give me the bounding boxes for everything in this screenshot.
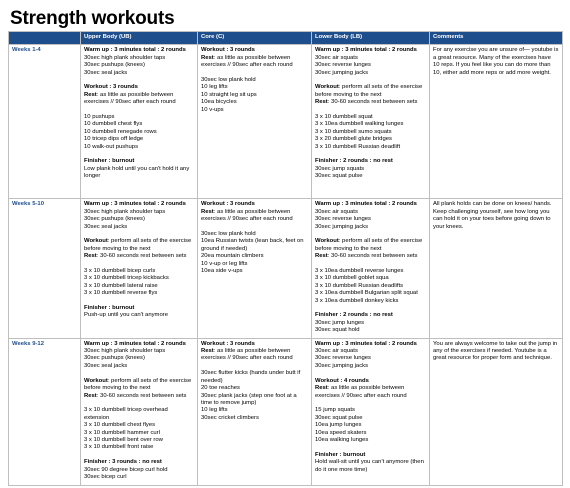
line-text: 10 v-up or leg lifts [201,260,248,267]
exercise-line [84,114,194,121]
line-text: 3 x 10ea dumbbell walking lunges [315,121,404,128]
line-text: 20 toe reaches [201,385,240,392]
header-core: Core (C) [198,32,312,45]
line-text: 30sec jump squats [315,165,365,172]
line-text: 30sec pushups (knees) [84,62,145,69]
line-text: 30sec squat pulse [315,414,363,421]
line-text: 10 dumbbell renegade rows [84,128,157,135]
exercise-line [315,84,426,99]
line-spacer [315,77,426,84]
line-bold-label: Finisher : 2 rounds : no rest [315,158,393,165]
line-text: 3 x 10ea dumbbell donkey kicks [315,297,399,304]
line-text: 10 leg lifts [201,84,228,91]
line-text: : as little as possible between exercises // 90sec after each round [201,348,293,362]
line-text: 30sec pushups (knees) [84,355,145,362]
exercise-line [84,467,194,474]
line-text: 30sec reverse lunges [315,216,371,223]
line-bold-label: Rest [201,208,214,215]
line-bold-label: Workout [84,238,108,245]
exercise-line [315,70,426,77]
exercise-line [201,84,308,91]
exercise-line [315,99,426,106]
exercise-line [84,290,194,297]
exercise-line [315,136,426,143]
line-text: 3 x 10 dumbbell Russian deadlifts [315,282,404,289]
lower-body-cell [312,199,430,338]
line-text: 30sec high plank shoulder taps [84,54,166,61]
line-text: : 30-60 seconds rest between sets [327,99,418,106]
exercise-line [315,298,426,305]
exercise-line [201,385,308,392]
exercise-line [84,238,194,253]
header-lower-body: Lower Body (LB) [312,32,430,45]
line-spacer [201,363,308,370]
exercise-line [315,55,426,62]
line-spacer [201,224,308,231]
line-spacer [84,77,194,84]
exercise-line [315,238,426,253]
exercise-line [201,268,308,275]
exercise-line [84,283,194,290]
line-text: 20ea mountain climbers [201,253,264,260]
line-text: 30sec air squats [315,348,358,355]
exercise-line [84,393,194,400]
exercise-line [201,99,308,106]
exercise-line [201,77,308,84]
line-text: 3 x 10 dumbbell lateral raise [84,282,158,289]
exercise-line [315,341,426,348]
line-spacer [84,261,194,268]
line-text: 30sec air squats [315,208,358,215]
line-text: 30sec bicep curl [84,473,127,480]
line-text: 15 jump squats [315,407,355,414]
header-upper-body: Upper Body (UB) [81,32,198,45]
line-text: : as little as possible between exercises // 90sec after each round [201,208,293,223]
workout-table [8,31,563,486]
exercise-line [84,348,194,355]
line-text: 3 x 10 dumbbell chest flyes [84,422,156,429]
exercise-line [84,47,194,54]
line-text: : as little as possible between exercises // 90sec after each round [201,54,293,69]
core-cell [198,45,312,199]
line-text: : 30-60 seconds rest between sets [327,253,418,260]
exercise-line [315,209,426,216]
line-text: 3 x 10 dumbbell bicep curls [84,268,156,275]
core-cell [198,199,312,338]
line-text: 10 tricep dips off ledge [84,136,144,143]
line-bold-label: Workout [84,377,108,384]
exercise-line [315,121,426,128]
line-text: 10 leg lifts [201,407,228,414]
line-text: 30sec jumping jacks [315,223,369,230]
line-text: Push-up until you can't anymore [84,312,168,319]
upper-body-cell [81,199,198,338]
line-bold-label: Finisher : burnout [84,305,135,312]
exercise-line [84,407,194,422]
exercise-line [201,238,308,253]
exercise-line [315,385,426,400]
line-spacer [84,107,194,114]
exercise-line [84,437,194,444]
exercise-line [315,253,426,260]
exercise-line [84,144,194,151]
exercise-line [315,158,426,165]
line-text: 10 pushups [84,114,115,121]
line-text: : perform all sets of the exercise before moving to the next [84,377,192,392]
upper-body-cell [81,45,198,199]
exercise-line [201,47,308,54]
exercise-line [315,283,426,290]
line-spacer [315,107,426,114]
line-text: 3 x 20 dumbbell glute bridges [315,136,392,143]
line-bold-label: Workout : 3 rounds [84,84,138,91]
line-bold-label: Rest [201,348,214,355]
exercise-line [315,290,426,297]
line-bold-label: Rest [84,253,97,260]
line-text: 30sec reverse lunges [315,62,371,69]
comments-cell: For any exercise you are unsure of— youtube is a great resource. Many of the exercises have 10 reps. If you feel like you can do more than 10, either add more reps or add more weight. [430,45,563,199]
line-bold-label: Workout [315,84,339,91]
line-text: 30sec seal jacks [84,223,128,230]
exercise-line [315,407,426,414]
exercise-line [201,393,308,408]
line-text: 30sec low plank hold [201,231,256,238]
exercise-line [315,268,426,275]
line-text: 30sec high plank shoulder taps [84,208,166,215]
line-spacer [315,261,426,268]
exercise-line [84,129,194,136]
line-text: Low plank hold until you can't hold it any longer [84,165,190,180]
exercise-line [84,275,194,282]
exercise-line [201,348,308,363]
exercise-line [315,415,426,422]
exercise-line [84,55,194,62]
exercise-line [84,158,194,165]
exercise-line [84,305,194,312]
exercise-line [84,166,194,181]
line-text: 10ea walking lunges [315,436,369,443]
exercise-line [315,173,426,180]
line-text: 3 x 10ea dumbbell Bulgarian split squat [315,290,418,297]
exercise-line [315,166,426,173]
line-text: : perform all sets of the exercise before moving to the next [84,238,192,252]
exercise-line [315,348,426,355]
exercise-line [84,459,194,466]
core-cell [198,338,312,485]
line-text: : perform all sets of the exercise before moving to the next [315,238,423,252]
exercise-line [315,430,426,437]
line-bold-label: Warm up : 3 minutes total : 2 rounds [315,340,417,347]
exercise-line [315,422,426,429]
line-text: Hold wall-sit until you can't anymore (then do it one more time) [315,459,424,473]
line-text: 30sec squat pulse [315,173,363,180]
line-text: 3 x 10 dumbbell reverse flys [84,290,158,297]
line-bold-label: Warm up : 3 minutes total : 2 rounds [84,201,186,208]
line-text: : as little as possible between exercises // 90sec after each round [315,385,407,399]
line-bold-label: Workout : 3 rounds [201,47,255,54]
line-text: 30sec pushups (knees) [84,216,145,223]
line-text: 10ea side v-ups [201,268,243,275]
exercise-line [315,327,426,334]
line-text: 10 straight leg sit ups [201,91,257,98]
page-title: Strength workouts [10,8,175,29]
line-spacer [84,400,194,407]
line-bold-label: Rest [315,385,328,392]
line-text: 3 x 10 dumbbell goblet squa [315,275,389,282]
exercise-line [84,209,194,216]
line-spacer [315,400,426,407]
exercise-line [315,312,426,319]
line-text: 30sec jumping jacks [315,362,369,369]
line-bold-label: Rest [84,91,97,98]
exercise-line [84,268,194,275]
line-text: 30sec reverse lunges [315,355,371,362]
exercise-line [84,121,194,128]
line-text: 30sec 90 degree bicep curl hold [84,466,168,473]
exercise-line [315,201,426,208]
exercise-line [201,341,308,348]
exercise-line [84,422,194,429]
line-text: 10ea speed skaters [315,429,367,436]
comments-cell: All plank holds can be done on knees/ hands. Keep challenging yourself, see how long you can hold it on your toes before going down to your knees. [430,199,563,338]
week-label: Weeks 9-12 [9,338,81,485]
exercise-line [84,444,194,451]
line-bold-label: Warm up : 3 minutes total : 2 rounds [84,340,186,347]
line-text: 3 x 10 dumbbell sumo squats [315,128,392,135]
line-text: 30sec low plank hold [201,77,256,84]
header-comments: Comments [430,32,563,45]
exercise-line [84,62,194,69]
exercise-line [201,209,308,224]
week-label: Weeks 1-4 [9,45,81,199]
line-text: 30sec high plank shoulder taps [84,348,166,355]
exercise-line [84,224,194,231]
exercise-line [84,341,194,348]
line-spacer [315,444,426,451]
exercise-line [315,47,426,54]
exercise-line [201,370,308,385]
exercise-line [315,62,426,69]
line-bold-label: Workout : 3 rounds [201,340,255,347]
line-text: 3 x 10 dumbbell Russian deadlift [315,143,401,150]
exercise-line [84,355,194,362]
exercise-line [315,363,426,370]
line-bold-label: Workout : 4 rounds [315,377,369,384]
line-bold-label: Workout [315,238,339,245]
line-bold-label: Finisher : burnout [84,158,135,165]
exercise-line [201,231,308,238]
line-bold-label: Rest [84,392,97,399]
line-text: 10 walk-out pushups [84,143,139,150]
line-text: 30sec cricket climbers [201,414,259,421]
line-bold-label: Rest [315,253,328,260]
exercise-line [315,275,426,282]
line-text: 3 x 10 dumbbell squat [315,114,373,121]
exercise-line [315,378,426,385]
line-text: 3 x 10 dumbbell tricep kickbacks [84,275,169,282]
table-row [9,45,563,199]
line-text: : as little as possible between exercises // 90sec after each round [84,91,176,106]
exercise-line [84,136,194,143]
exercise-line [84,92,194,107]
line-text: 10 dumbbell chest flys [84,121,143,128]
exercise-line [315,355,426,362]
table-row [9,338,563,485]
line-text: 3 x 10 dumbbell bent over row [84,436,163,443]
exercise-line [315,459,426,474]
line-spacer [315,151,426,158]
table-row [9,199,563,338]
header-row [9,32,563,45]
line-text: 30sec jumping jacks [315,69,369,76]
exercise-line [315,114,426,121]
line-text: : 30-60 seconds rest between sets [96,392,187,399]
line-bold-label: Workout : 3 rounds [201,201,255,208]
exercise-line [84,474,194,481]
line-bold-label: Warm up : 3 minutes total : 2 rounds [315,47,417,54]
exercise-line [315,144,426,151]
line-spacer [84,298,194,305]
header-week [9,32,81,45]
line-text: 30sec plank jacks (step one foot at a time to remove jump) [201,392,297,406]
line-text: 30sec seal jacks [84,69,128,76]
exercise-line [84,70,194,77]
exercise-line [201,261,308,268]
exercise-line [201,107,308,114]
exercise-line [84,201,194,208]
week-label: Weeks 5-10 [9,199,81,338]
line-text: 30sec jump lunges [315,319,365,326]
exercise-line [84,378,194,393]
line-spacer [201,70,308,77]
exercise-line [201,415,308,422]
line-text: 30sec squat hold [315,327,360,334]
line-bold-label: Rest [201,54,214,61]
line-text: 10ea Russian twists (lean back, feet on ground if needed) [201,238,304,252]
line-spacer [84,370,194,377]
line-text: 3 x 10 dumbbell front raise [84,444,154,451]
line-bold-label: Finisher : burnout [315,451,366,458]
exercise-line [201,407,308,414]
line-text: 10 v-ups [201,106,224,113]
exercise-line [315,216,426,223]
exercise-line [84,363,194,370]
line-text: 10ea jump lunges [315,422,362,429]
line-bold-label: Rest [315,99,328,106]
line-text: 3 x 10ea dumbbell reverse lunges [315,268,404,275]
line-spacer [315,370,426,377]
line-text: 10ea bicycles [201,99,237,106]
line-bold-label: Warm up : 3 minutes total : 2 rounds [84,47,186,54]
lower-body-cell [312,338,430,485]
line-text: 30sec air squats [315,54,358,61]
exercise-line [201,201,308,208]
exercise-line [315,129,426,136]
line-spacer [84,231,194,238]
exercise-line [84,430,194,437]
line-spacer [315,231,426,238]
line-bold-label: Warm up : 3 minutes total : 2 rounds [315,201,417,208]
line-text: 3 x 10 dumbbell tricep overhead extension [84,407,168,421]
line-spacer [84,452,194,459]
upper-body-cell [81,338,198,485]
exercise-line [315,224,426,231]
line-bold-label: Finisher : 2 rounds : no rest [315,312,393,319]
line-text: : perform all sets of the exercise before moving to the next [315,84,423,98]
exercise-line [84,216,194,223]
line-text: 30sec seal jacks [84,362,128,369]
comments-cell: You are always welcome to take out the jump in any of the exercises if needed. Youtube is a great resource for proper form and technique. [430,338,563,485]
exercise-line [315,437,426,444]
exercise-line [84,84,194,91]
line-text: 30sec flutter kicks (hands under butt if needed) [201,370,301,384]
line-text: : 30-60 seconds rest between sets [96,253,187,260]
exercise-line [201,253,308,260]
line-text: 3 x 10 dumbbell hammer curl [84,429,160,436]
line-spacer [84,151,194,158]
line-spacer [315,305,426,312]
exercise-line [315,452,426,459]
exercise-line [84,253,194,260]
exercise-line [201,92,308,99]
line-bold-label: Finisher : 3 rounds : no rest [84,459,162,466]
lower-body-cell [312,45,430,199]
exercise-line [84,312,194,319]
exercise-line [315,320,426,327]
exercise-line [201,55,308,70]
